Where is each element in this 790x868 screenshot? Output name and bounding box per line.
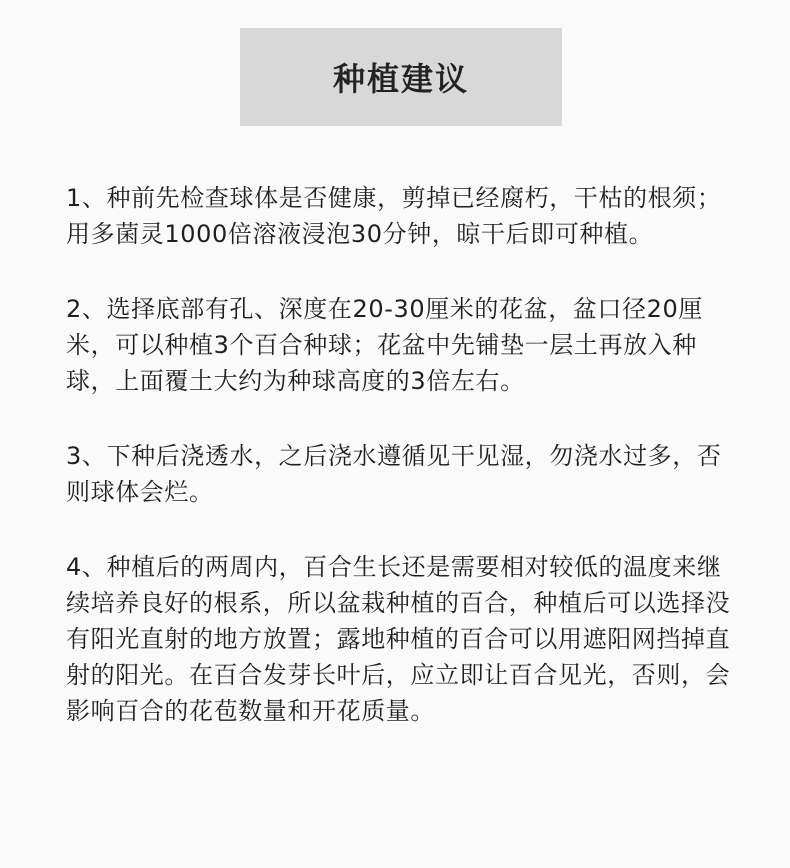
advice-item-4: 4、种植后的两周内，百合生长还是需要相对较低的温度来继续培养良好的根系，所以盆栽种植的百合，种植后可以选择没有阳光直射的地方放置；露地种植的百合可以用遮阳网挡掉直射的阳光。在百合发芽长叶后，应立即让百合见光，否则，会影响百合的花苞数量和开花质量。 <box>66 553 731 725</box>
advice-item-3: 3、下种后浇透水，之后浇水遵循见干见湿，勿浇水过多，否则球体会烂。 <box>66 442 722 506</box>
page-title: 种植建议 <box>332 60 469 98</box>
advice-item-2: 2、选择底部有孔、深度在20-30厘米的花盆，盆口径20厘米，可以种植3个百合种球；花盆中先铺垫一层土再放入种球，上面覆土大约为种球高度的3倍左右。 <box>66 295 703 395</box>
advice-list <box>66 180 736 768</box>
advice-item-1: 1、种前先检查球体是否健康，剪掉已经腐朽，干枯的根须；用多菌灵1000倍溶液浸泡30分钟，晾干后即可种植。 <box>66 184 722 248</box>
title-banner <box>240 28 562 126</box>
